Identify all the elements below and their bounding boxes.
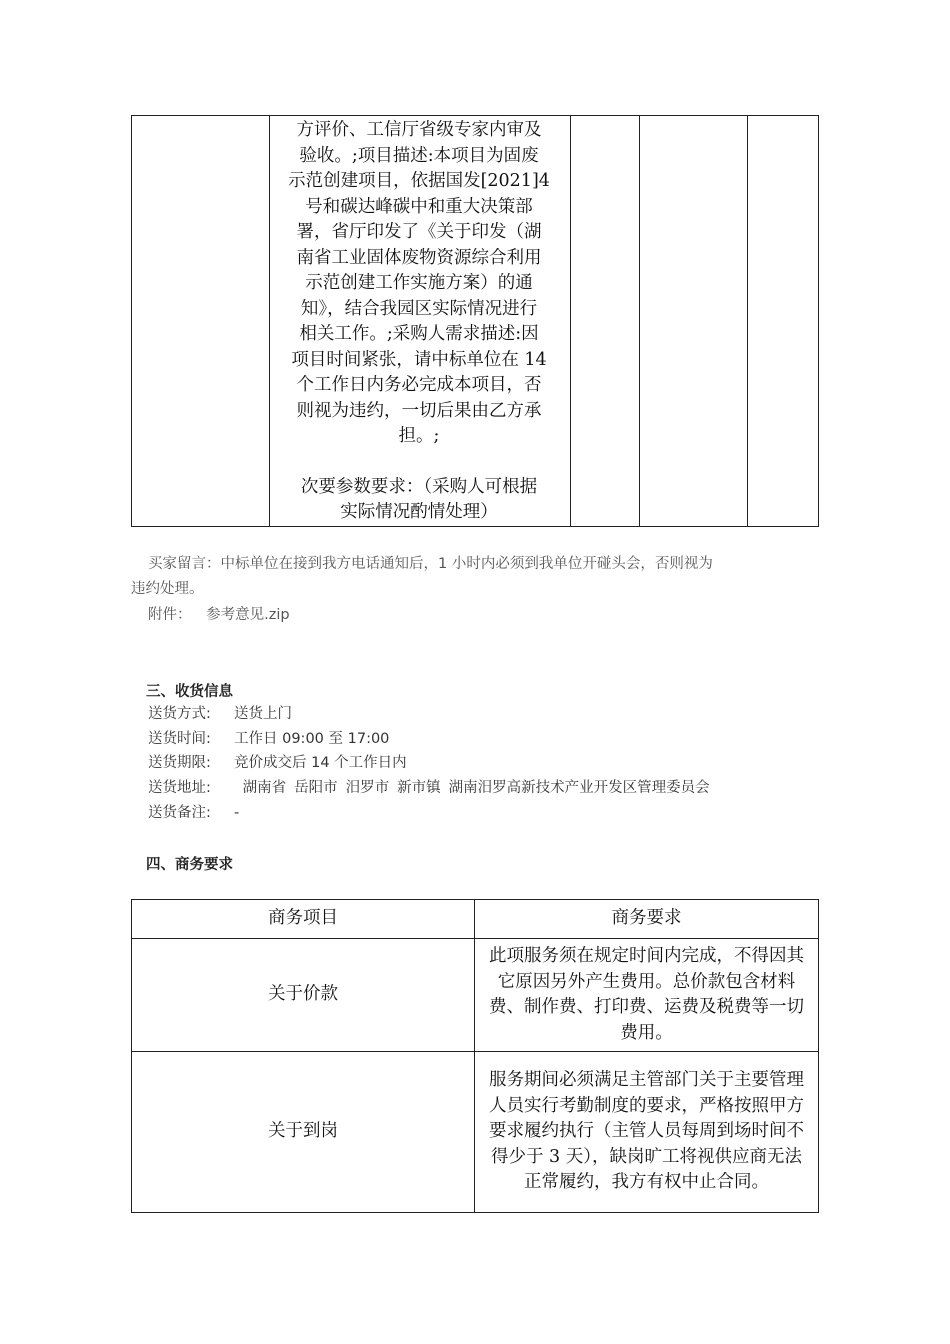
address-detail: 湖南汨罗高新技术产业开发区管理委员会 [448,780,710,796]
cell-line: 南省工业固体废物资源综合利用 [296,247,542,268]
cell-line: 担。; [398,426,440,446]
attachment-link[interactable]: 参考意见.zip [206,607,290,623]
business-requirement-cell: 服务期间必须满足主管部门关于主要管理人员实行考勤制度的要求，严格按照甲方要求履约执行（主管人员每周到场时间不得少于 3 天），缺岗旷工将视供应商无法正常履约，我方有权中止合同。 [475,1052,819,1213]
info-value: - [234,805,240,821]
column-header-item: 商务项目 [132,900,475,939]
cell-line: 验收。;项目描述:本项目为固废 [299,145,539,166]
cell-line: 方评价、工信厅省级专家内审及 [296,120,542,140]
info-label: 送货方式: [148,706,211,722]
business-item-cell: 关于价款 [132,939,475,1052]
requirement-description-cell [270,118,568,526]
table-header-row [132,900,819,939]
address-province: 湖南省 [242,780,287,796]
cell-line: 署，省厅印发了《关于印发（湖 [296,222,542,242]
cell-line: 示范创建工作实施方案）的通 [305,273,533,293]
business-requirements-table [131,899,819,1213]
info-label: 送货备注: [148,805,211,821]
table-column-divider [747,116,748,526]
table-column-divider [570,116,571,526]
info-value: 竞价成交后 14 个工作日内 [234,755,407,771]
cell-line: 号和碳达峰碳中和重大决策部 [305,196,533,217]
business-heading: 四、商务要求 [146,857,233,873]
business-item-cell: 关于到岗 [132,1052,475,1213]
cell-line: 项目时间紧张，请中标单位在 14 [291,349,547,370]
cell-line: 知》，结合我园区实际情况进行 [300,298,538,319]
delivery-method-row [148,703,292,725]
attachment-label: 附件： [148,607,192,623]
delivery-heading: 三、收货信息 [146,684,233,700]
secondary-param-line: 实际情况酌情处理） [340,502,498,522]
address-town: 新市镇 [397,780,441,796]
table-row [132,1052,819,1213]
address-county: 汨罗市 [345,780,390,796]
cell-line: 个工作日内务必完成本项目，否 [296,375,542,395]
info-label: 送货时间: [148,731,211,747]
secondary-param-line: 次要参数要求：（采购人可根据 [300,476,538,497]
delivery-address-row [148,777,718,799]
business-requirement-cell: 此项服务须在规定时间内完成，不得因其它原因另外产生费用。总价款包含材料费、制作费、打印费、运费及税费等一切费用。 [475,939,819,1052]
info-value: 工作日 09:00 至 17:00 [234,731,390,747]
buyer-note-line2: 违约处理。 [131,581,204,597]
attachment-row [148,603,290,627]
info-value: 送货上门 [234,706,292,722]
cell-line: 示范创建项目，依据国发[2021]4 [288,171,550,191]
table-row [132,939,819,1052]
column-header-requirement: 商务要求 [475,900,819,939]
info-label: 送货地址: [148,780,211,796]
delivery-remark-row [148,802,239,824]
buyer-note-line1: 买家留言：中标单位在接到我方电话通知后，1 小时内必须到我单位开碰头会，否则视为 [148,556,713,572]
delivery-time-row [148,728,389,750]
address-city: 岳阳市 [294,780,338,796]
info-label: 送货期限: [148,755,211,771]
delivery-deadline-row [148,752,407,774]
table-column-divider [639,116,640,526]
cell-line: 相关工作。;采购人需求描述:因 [299,324,539,344]
cell-line: 则视为违约，一切后果由乙方承 [296,400,542,421]
